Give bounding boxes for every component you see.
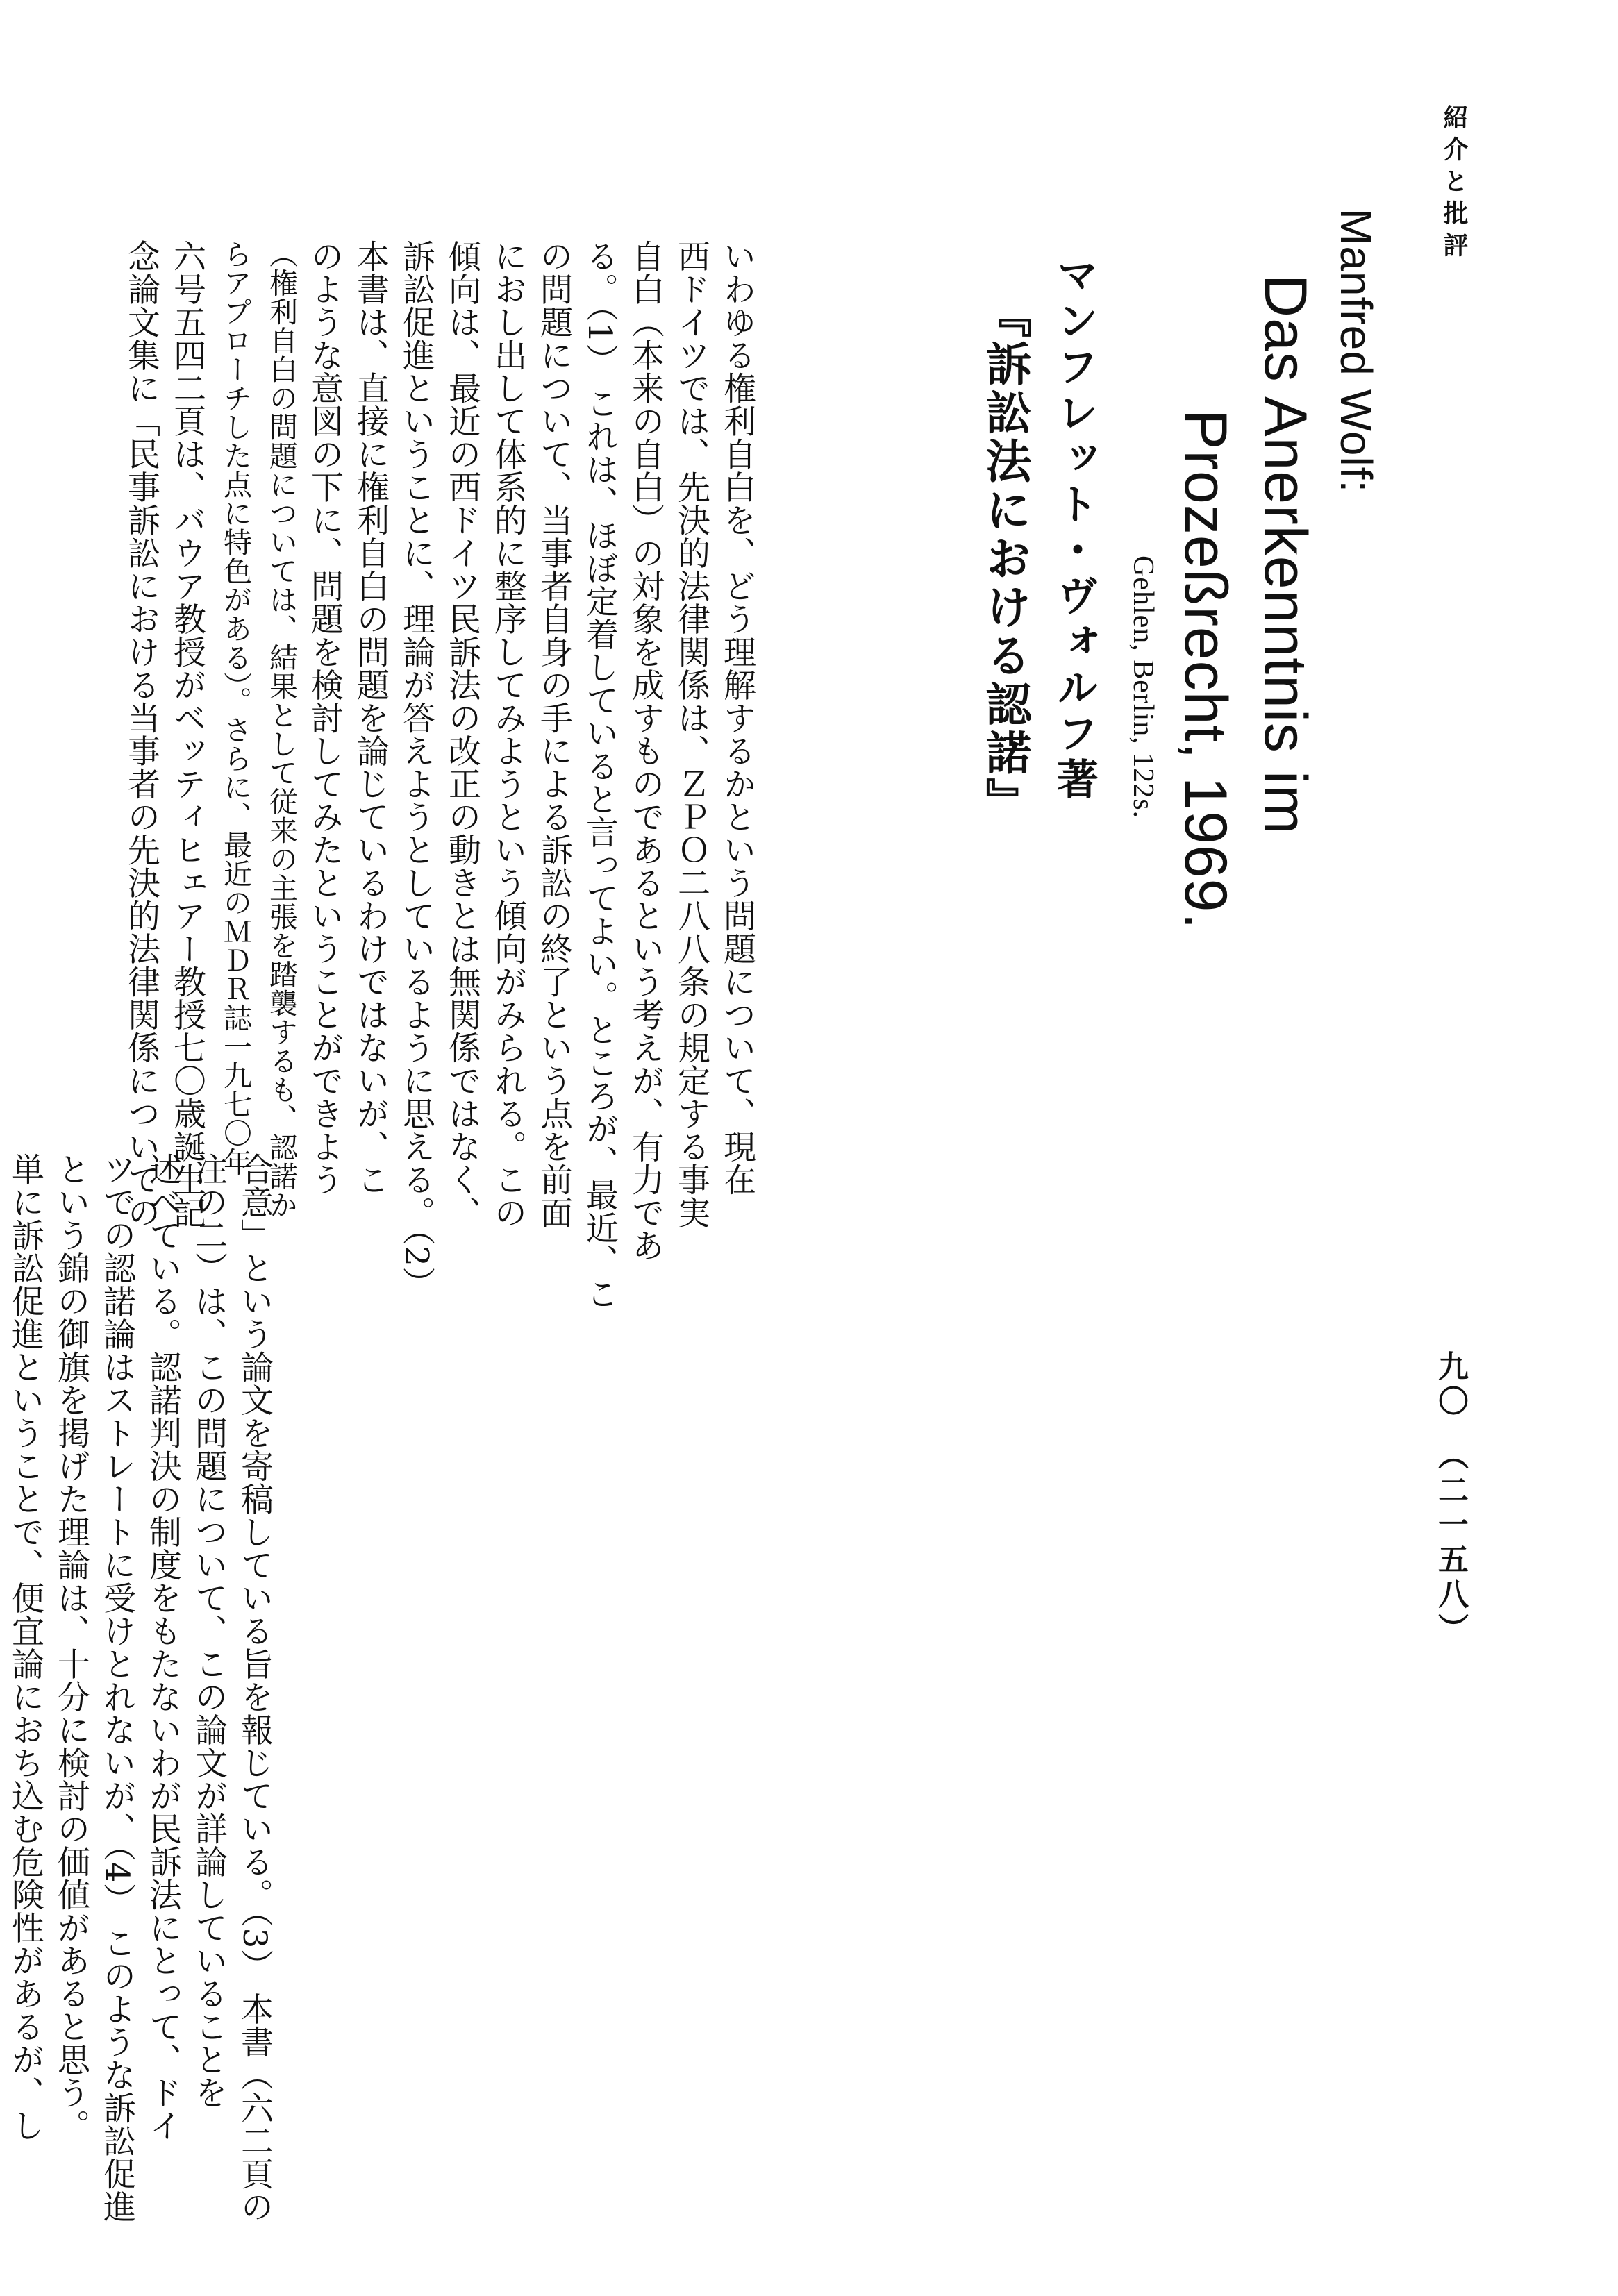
right-text-column-3: 自白（本来の自白）の対象を成すものであるという考えが、有力であ (626, 240, 665, 1262)
right-text-column-8: 訴訟促進ということに、理論が答えようとしているように思える。（2） (397, 240, 435, 1300)
book-author-ja: マンフレット・ヴォルフ著 (1050, 253, 1099, 803)
right-text-column-9: 本書は、直接に権利自白の問題を論じているわけではないが、こ (351, 240, 390, 1196)
right-text-column-13: 六号五四二頁は、バウア教授がベッティヒェアー教授七〇歳誕生記 (168, 240, 206, 1229)
right-text-column-2: 西ドイツでは、先決的法律関係は、ＺＰＯ二八八条の規定する事実 (672, 240, 710, 1229)
right-text-column-10: のような意図の下に、問題を検討してみたということができよう (306, 240, 344, 1196)
book-author-en: Manfred Wolf: (1331, 208, 1381, 494)
right-text-column-14: 念論文集に「民事訴訟における当事者の先決的法律関係についての (122, 240, 160, 1229)
book-title-ja: 『訴訟法における認諾』 (978, 292, 1032, 826)
book-title-en-line2: Prozeßrecht, 1969. (1172, 410, 1239, 930)
section-label: 紹介と批評 (1440, 104, 1469, 264)
left-text-column-2: 注の二）は、この問題について、この論文が詳論していることを (190, 1153, 228, 2109)
book-title-en-line1: Das Anerkenntnis im (1252, 274, 1319, 835)
left-text-column-5: という錦の御旗を掲げた理論は、十分に検討の価値があると思う。 (52, 1153, 90, 2142)
right-text-column-5: の問題について、当事者自身の手による訴訟の終了という点を前面 (535, 240, 573, 1229)
right-text-column-11: （権利自白の問題については、結果として従来の主張を踏襲するも、認諾か (265, 240, 298, 1219)
right-text-column-4: る。（1） これは、ほぼ定着していると言ってよい。ところが、最近、こ (581, 240, 619, 1311)
left-text-column-1: 合意」という論文を寄稿している旨を報じている。（3） 本書（六二頁の (235, 1153, 274, 2224)
left-text-column-4: ツでの認諾論はストレートに受けとれないが、（4） このような訴訟促進 (98, 1153, 136, 2224)
right-text-column-1: いわゆる権利自白を、どう理解するかという問題について、現在 (718, 240, 756, 1196)
page-number: 九〇 （二一五八） (1433, 1350, 1468, 1648)
right-text-column-7: 傾向は、最近の西ドイツ民訴法の改正の動きとは無関係ではなく、 (443, 240, 481, 1229)
left-text-column-6: 単に訴訟促進ということで、便宜論におち込む危険性があるが、し (6, 1153, 44, 2142)
book-publisher: Gehlen, Berlin, 122s. (1127, 555, 1159, 819)
right-text-column-6: におし出して体系的に整序してみようという傾向がみられる。この (489, 240, 527, 1229)
left-text-column-3: 述べている。認諾判決の制度をもたないわが民訴法にとって、ドイ (144, 1153, 182, 2142)
right-text-column-12: らアプローチした点に特色がある）。さらに、最近のＭＤＲ誌一九七〇年 (219, 240, 252, 1176)
